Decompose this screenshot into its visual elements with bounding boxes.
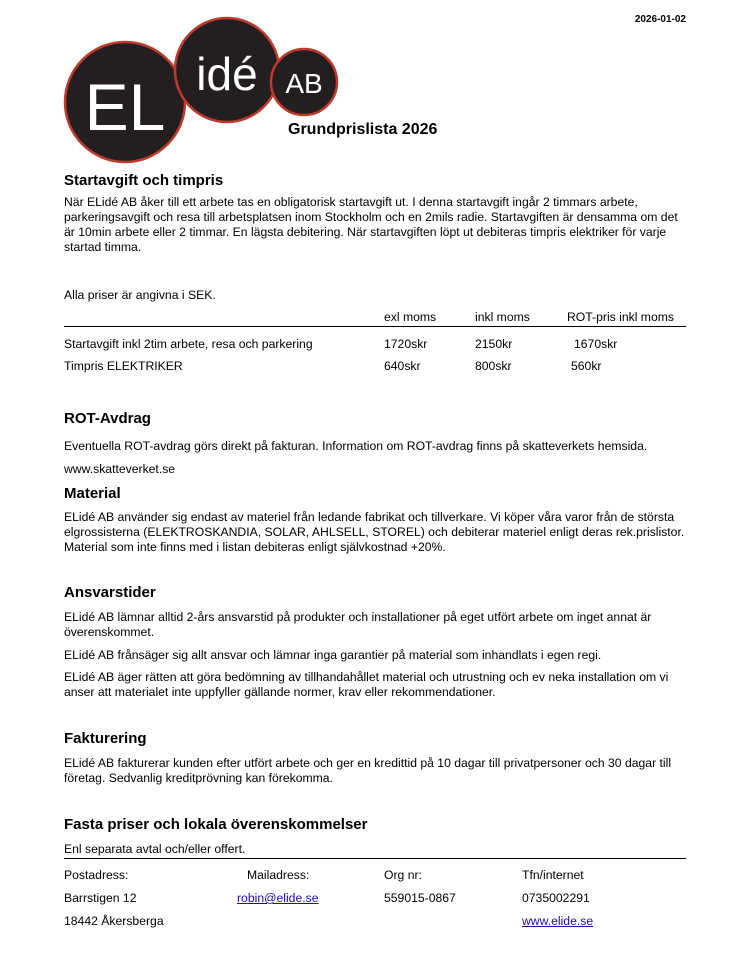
logo-text-el: EL: [84, 70, 166, 144]
price-row-rot: 1670skr: [574, 337, 618, 351]
fakturering-text: ELidé AB fakturerar kunden efter utfört arbete och ger en kredittid på 10 dagar till privatpersoner och 30 dagar till företag. Sedvanlig kreditprövning kan förekomma.: [64, 756, 672, 785]
startavgift-text: När ELidé AB åker till ett arbete tas en obligatorisk startavgift ut. I denna startavgift ingår 2 timmars arbete, parkeringsavgift och resa till arbetsplatsen inom Stockholm och en 2mils radie. Startavgiften är densamma om det är 10min arbete eller 2 timmar. En lägsta debitering. När startavgiften löpt ut debiteras timpris elektriker för varje startad timma.: [64, 195, 678, 254]
logo-text-ab: AB: [285, 68, 323, 99]
ansvar-text-1: ELidé AB lämnar alltid 2-års ansvarstid på produkter och installationer på eget utfört arbete om inget annat är överenskommet.: [64, 610, 652, 639]
col-header-rot: ROT-pris inkl moms: [567, 310, 674, 324]
col-header-exl: exl moms: [384, 310, 437, 324]
footer-tfn-label: Tfn/internet: [522, 868, 584, 882]
price-note: Alla priser är angivna i SEK.: [64, 288, 216, 302]
footer-rule: [64, 858, 686, 859]
fasta-priser-text: Enl separata avtal och/eller offert.: [64, 842, 246, 856]
price-row-exl: 640skr: [384, 359, 421, 373]
footer-orgnr-label: Org nr:: [384, 868, 422, 882]
price-row-exl: 1720skr: [384, 337, 428, 351]
page-title: Grundprislista 2026: [288, 121, 438, 138]
price-row-inkl: 2150kr: [475, 337, 513, 351]
heading-ansvarstider: Ansvarstider: [64, 584, 156, 601]
document-date: 2026-01-02: [634, 14, 686, 25]
footer-street: Barrstigen 12: [64, 891, 137, 905]
elide-logo: [62, 16, 352, 166]
footer-postadress-label: Postadress:: [64, 868, 129, 882]
price-row-label: Startavgift inkl 2tim arbete, resa och parkering: [64, 337, 313, 351]
ansvar-text-3: ELidé AB äger rätten att göra bedömning av tillhandahållet material och utrustning och ev neka installation om vi anser att materialet inte uppfyller gällande normer, krav eller rekommendationer.: [64, 670, 669, 699]
footer-phone: 0735002291: [522, 891, 590, 905]
price-row-label: Timpris ELEKTRIKER: [64, 359, 183, 373]
price-table-rule: [64, 326, 686, 327]
skatteverket-link[interactable]: www.skatteverket.se: [64, 462, 176, 476]
footer-mailadress-label: Mailadress:: [247, 868, 310, 882]
logo-text-ide: idé: [196, 48, 258, 100]
footer-web-link[interactable]: www.elide.se: [522, 914, 594, 928]
heading-startavgift: Startavgift och timpris: [64, 172, 224, 189]
material-text: ELidé AB använder sig endast av materiel från ledande fabrikat och tillverkare. Vi köper våra varor från de största elgrossisterna (ELEKTROSKANDIA, SOLAR, AHLSELL, STOREL) och debiterar materiel enligt deras rek.prislistor. Material som inte finns med i listan debiteras enligt självkostnad +20%.: [64, 510, 685, 554]
price-row-rot: 560kr: [571, 359, 602, 373]
price-row-inkl: 800skr: [475, 359, 512, 373]
ansvar-text-2: ELidé AB frånsäger sig allt ansvar och lämnar inga garantier på material som inhandlats i egen regi.: [64, 648, 602, 662]
footer-city: 18442 Åkersberga: [64, 914, 164, 928]
footer-email-link[interactable]: robin@elide.se: [237, 891, 319, 905]
footer-orgnr: 559015-0867: [384, 891, 456, 905]
heading-fakturering: Fakturering: [64, 730, 147, 747]
rot-text: Eventuella ROT-avdrag görs direkt på fakturan. Information om ROT-avdrag finns på skatteverkets hemsida.: [64, 439, 648, 453]
heading-fasta-priser: Fasta priser och lokala överenskommelser: [64, 816, 368, 833]
heading-rot: ROT-Avdrag: [64, 410, 151, 427]
heading-material: Material: [64, 485, 121, 502]
col-header-inkl: inkl moms: [475, 310, 530, 324]
